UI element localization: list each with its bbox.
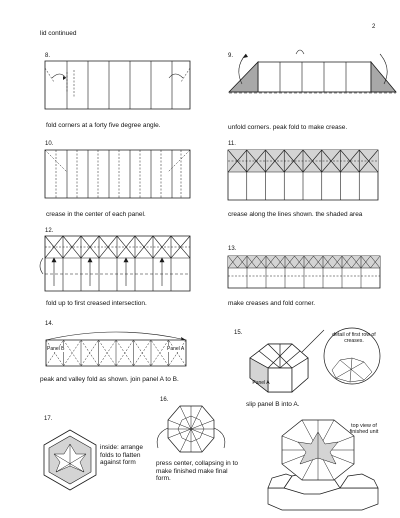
step-13-caption: make creases and fold corner.: [228, 300, 316, 307]
step-12-caption: fold up to first creased intersection.: [46, 300, 147, 307]
detail-note: detail of first row of creases.: [332, 332, 376, 344]
step-11-caption: crease along the lines shown. the shaded area: [228, 211, 363, 218]
step-12-number: 12.: [45, 228, 54, 234]
step-11-diagram: [226, 147, 386, 207]
step-16-number: 16.: [160, 397, 169, 403]
step-8-diagram: [40, 58, 200, 118]
step-13-diagram: [226, 254, 386, 294]
top-view-note: top view of finished unit: [349, 423, 379, 436]
step-17-number: 17.: [44, 416, 53, 422]
step-13-number: 13.: [228, 246, 237, 252]
step-9-number: 9.: [228, 53, 234, 59]
step-15-number: 15.: [234, 330, 243, 336]
step-16-diagram: [150, 398, 230, 458]
panel-a-label: Panel A: [167, 346, 185, 352]
panel-b-label: Panel B: [47, 346, 65, 352]
step-10-caption: crease in the center of each panel.: [46, 211, 146, 218]
step-10-diagram: [40, 147, 200, 207]
page-header: lid continued: [40, 30, 77, 37]
step-8-caption: fold corners at a forty five degree angle.: [46, 122, 161, 129]
step-8-number: 8.: [45, 53, 51, 59]
step-17-caption: inside: arrange folds to flatten against form: [100, 444, 143, 467]
step-15-caption: slip panel B into A.: [246, 401, 300, 408]
step-12-diagram: [40, 234, 200, 296]
step-14-number: 14.: [45, 321, 54, 327]
page-number: 2: [372, 24, 376, 30]
step-9-diagram: [226, 46, 386, 116]
panel-a-3d-label: Panel A: [252, 380, 270, 386]
step-10-number: 10.: [45, 141, 54, 147]
step-17-diagram: [36, 426, 106, 496]
step-16-caption: press center, collapsing in to make finished make final form.: [156, 460, 239, 483]
step-11-number: 11.: [228, 141, 236, 147]
step-14-caption: peak and valley fold as shown. join panel A to B.: [40, 376, 179, 383]
step-9-caption: unfold corners. peak fold to make crease.: [228, 124, 348, 131]
